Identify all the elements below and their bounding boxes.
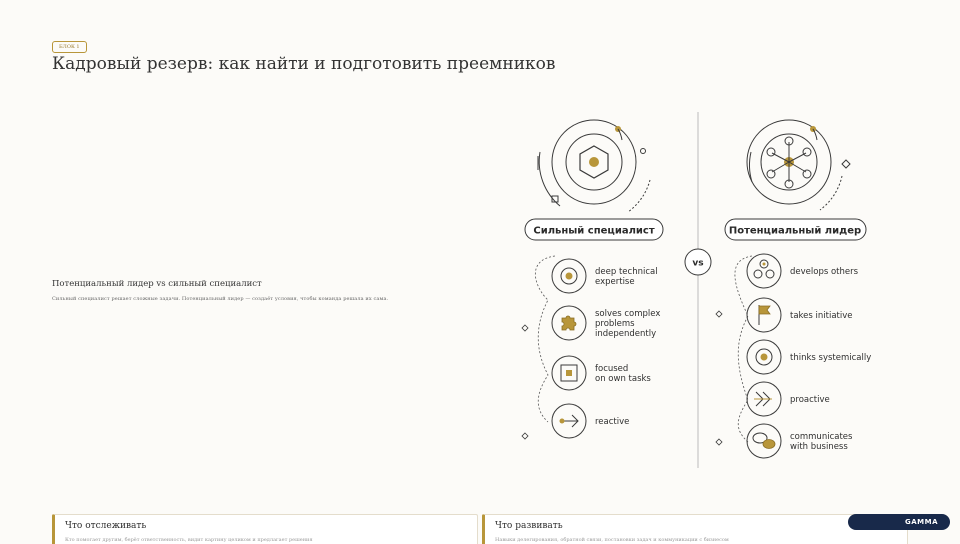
leader-emblem: [747, 120, 850, 210]
right-item-label: develops others: [790, 267, 859, 277]
left-item-label: problems: [595, 319, 635, 329]
left-item-label: expertise: [595, 277, 635, 287]
specialist-item: [552, 306, 586, 340]
left-item-label: on own tasks: [595, 374, 651, 384]
left-item-label: independently: [595, 329, 657, 339]
section-heading: Потенциальный лидер vs сильный специалист: [52, 279, 262, 289]
specialist-emblem: [538, 120, 650, 212]
section-description: Сильный специалист решает сложные задачи. Потенциальный лидер — создаёт условия, чтобы команда решала их сама.: [52, 296, 389, 302]
leader-item: [747, 298, 781, 332]
left-item-label: deep technical: [595, 267, 658, 277]
leader-item: [747, 340, 781, 374]
leader-item: [747, 382, 781, 416]
specialist-connector: [535, 256, 555, 422]
specialist-item: [552, 404, 586, 438]
right-item-label: thinks systemically: [790, 353, 872, 363]
right-item-label: takes initiative: [790, 311, 853, 321]
gamma-badge[interactable]: GAMMA: [848, 514, 950, 530]
leader-title: Потенциальный лидер: [728, 225, 862, 237]
vs-label: vs: [692, 258, 704, 269]
left-item-label: solves complex: [595, 309, 661, 319]
specialist-item: [552, 259, 586, 293]
block-badge: БЛОК 1: [52, 41, 87, 53]
specialist-item: [552, 356, 586, 390]
specialist-title: Сильный специалист: [533, 225, 655, 237]
right-item-label: communicates: [790, 432, 853, 442]
right-item-label: with business: [790, 442, 848, 452]
leader-item: [747, 424, 781, 458]
page-title: Кадровый резерв: как найти и подготовить преемников: [52, 54, 556, 74]
develop-card-body: Навыки делегирования, обратной связи, постановки задач и коммуникации с бизнесом: [495, 537, 729, 543]
comparison-infographic: [520, 110, 880, 475]
left-item-label: focused: [595, 364, 629, 374]
left-item-label: reactive: [595, 417, 630, 427]
leader-item: [747, 254, 781, 288]
right-item-label: proactive: [790, 395, 830, 405]
track-card-title: Что отслеживать: [65, 521, 147, 531]
develop-card-title: Что развивать: [495, 521, 563, 531]
item-labels: [595, 267, 871, 452]
track-card-body: Кто помогает другим, берёт ответственность, видит картину целиком и предлагает решения: [65, 537, 313, 543]
